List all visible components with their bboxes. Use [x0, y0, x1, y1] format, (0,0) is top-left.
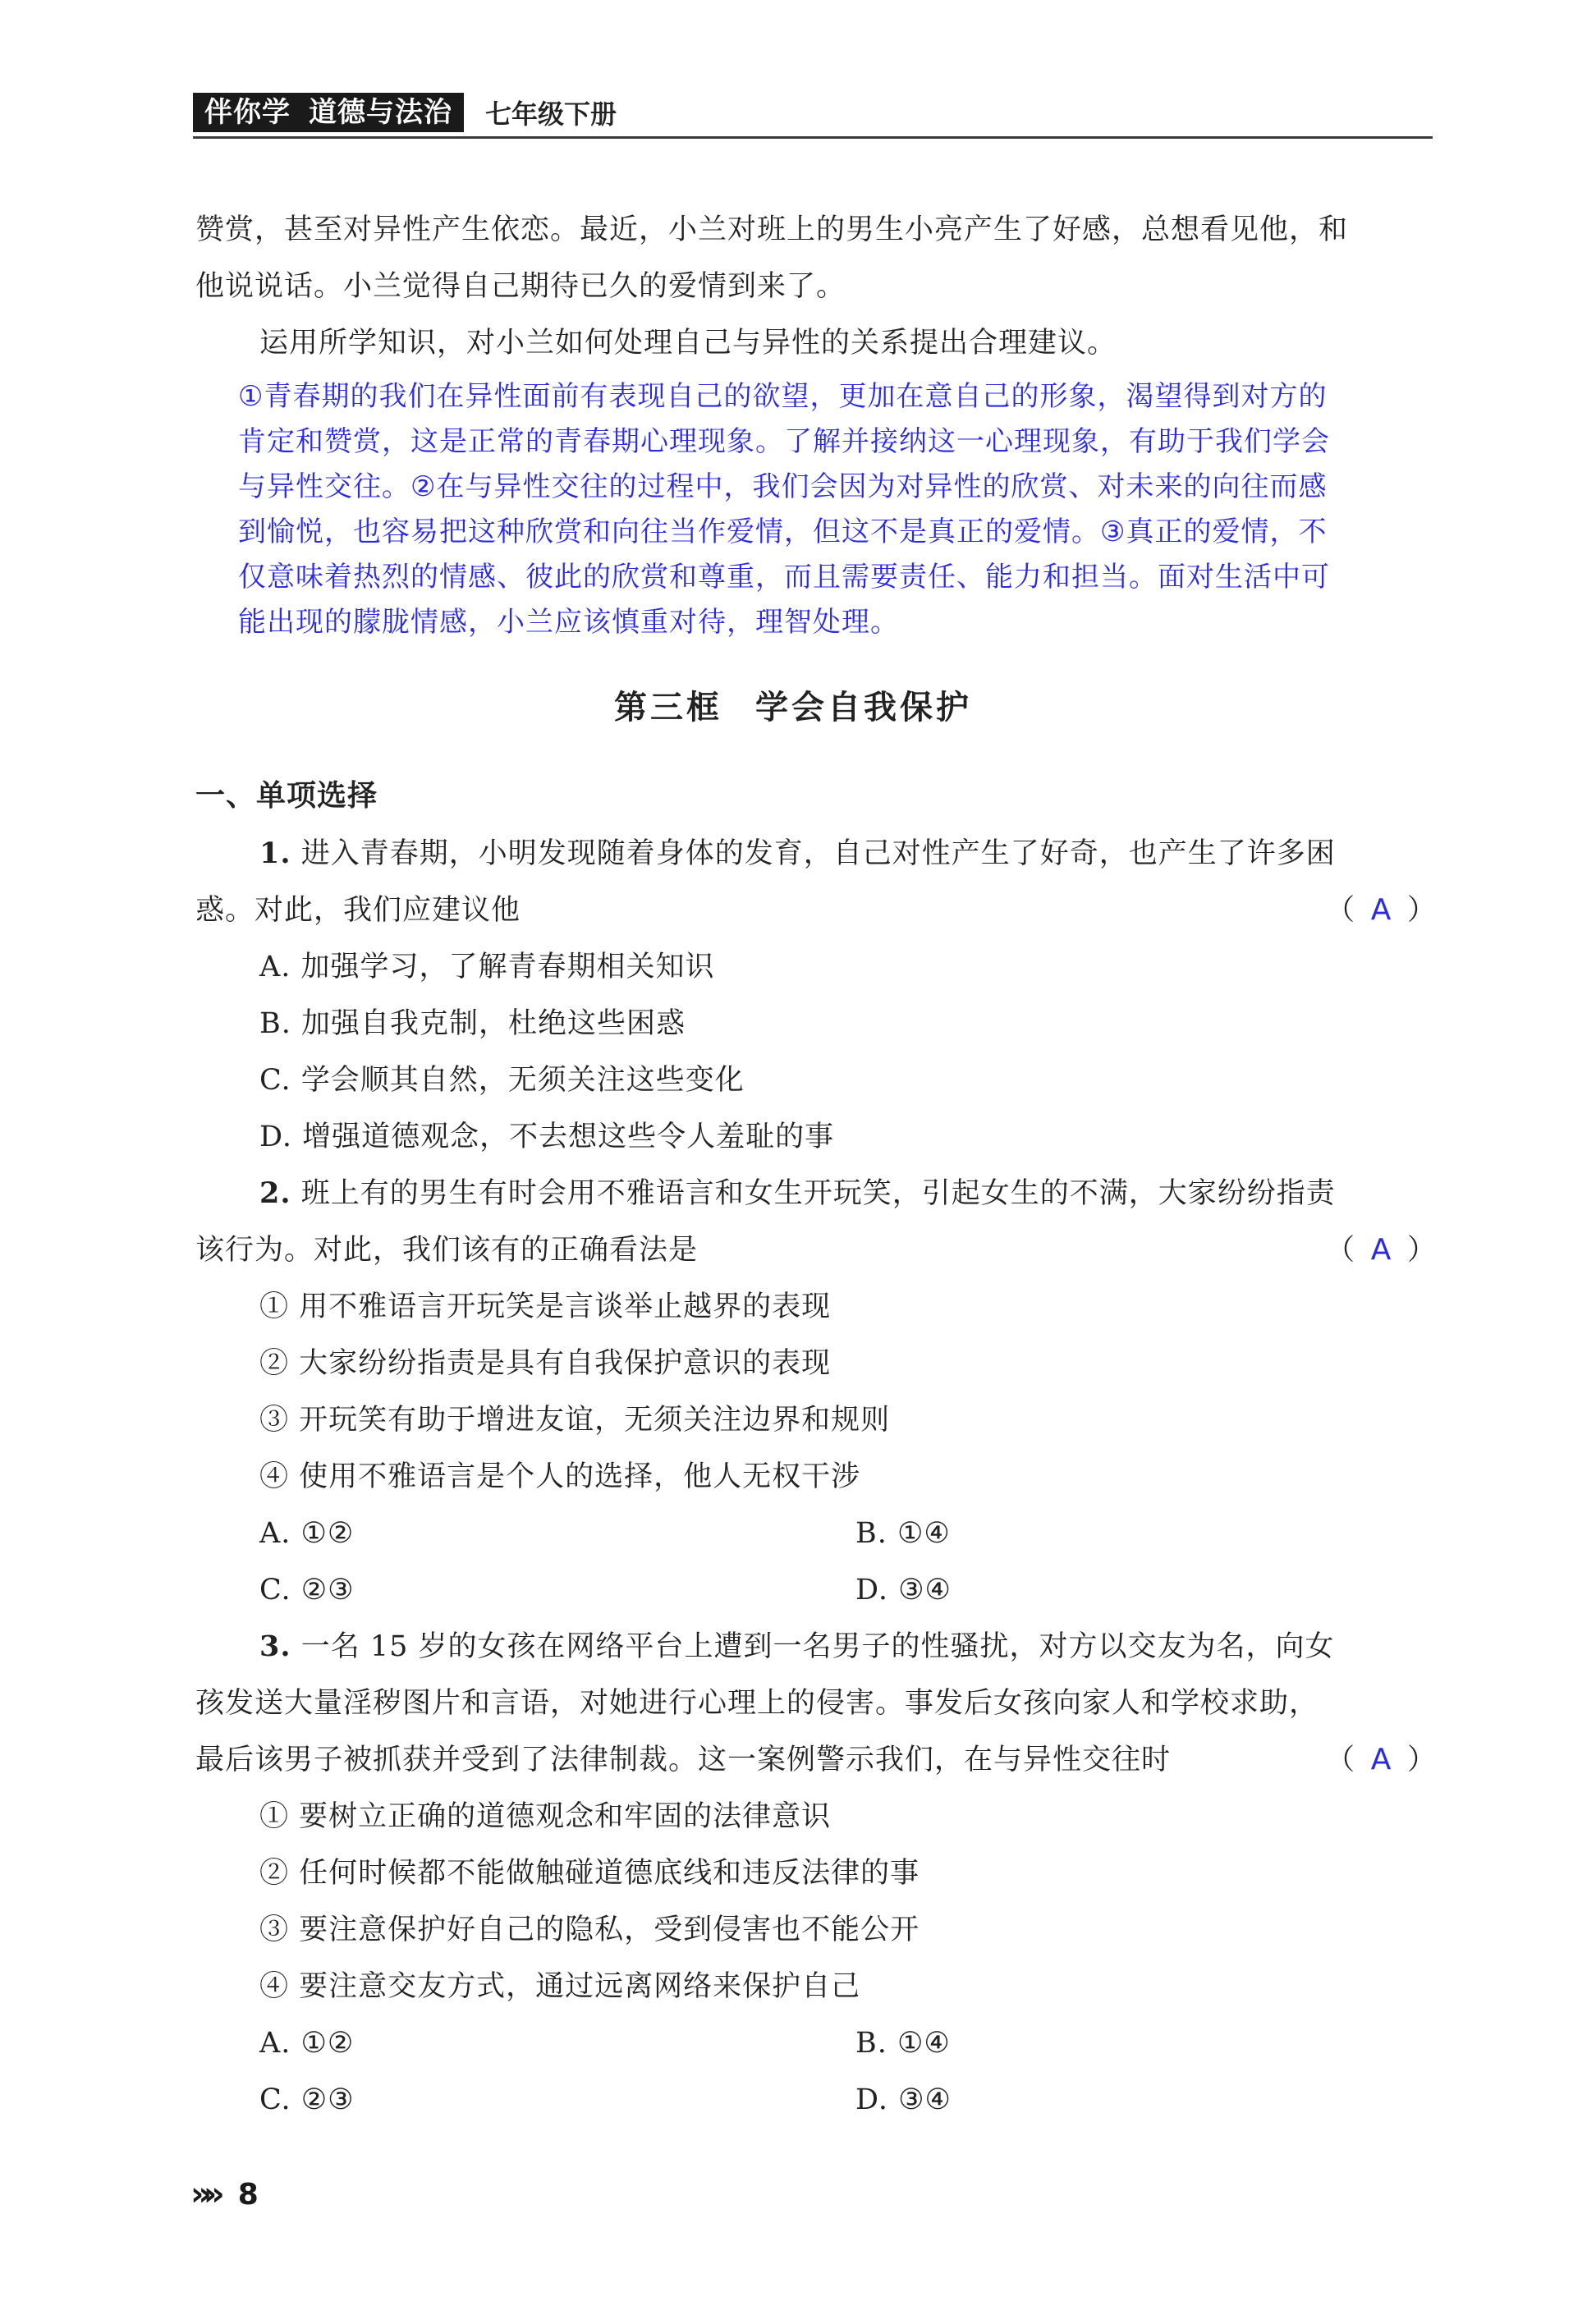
answer-line-5: 仅意味着热烈的情感、彼此的欣赏和尊重，而且需要责任、能力和担当。面对生活中可: [238, 561, 1330, 594]
q3-answer-blank: [1326, 1740, 1436, 1780]
q1-option-b: B. 加强自我克制，杜绝这些困惑: [259, 1007, 686, 1040]
q3-choice-a: A. ①②: [259, 2027, 355, 2060]
q3-number: 3.: [259, 1629, 291, 1663]
q2-statement-3: ③ 开玩笑有助于增进友谊，无须关注边界和规则: [259, 1404, 891, 1437]
q1-option-d: D. 增强道德观念，不去想这些令人羞耻的事: [259, 1121, 835, 1153]
q1-answer-blank: [1326, 891, 1436, 930]
q3-choice-d: D. ③④: [855, 2083, 952, 2116]
q3-stem-line-2: 孩发送大量淫秽图片和言语，对她进行心理上的侵害。事发后女孩向家人和学校求助，: [195, 1687, 1319, 1720]
section-title: [614, 688, 972, 727]
q2-paren-open: （: [1326, 1234, 1355, 1267]
header-divider: [193, 136, 1433, 139]
intro-line-1: 赞赏，甚至对异性产生依恋。最近，小兰对班上的男生小亮产生了好感，总想看见他，和: [195, 213, 1349, 246]
q2-choice-c: C. ②③: [259, 1574, 355, 1607]
q3-stem-text-1: 一名 15 岁的女孩在网络平台上遭到一名男子的性骚扰，对方以交友为名，向女: [300, 1630, 1335, 1663]
q2-stem-text-1: 班上有的男生有时会用不雅语言和女生开玩笑，引起女生的不满，大家纷纷指责: [300, 1177, 1336, 1210]
q2-stem-line-1: [259, 1174, 1336, 1213]
part-heading: 一、单项选择: [195, 779, 378, 813]
q2-choice-a: A. ①②: [259, 1517, 355, 1550]
answer-line-6: 能出现的朦胧情感，小兰应该慎重对待，理智处理。: [238, 606, 899, 639]
subject-name: 道德与法治: [309, 96, 452, 129]
q1-stem-line-1: [259, 834, 1336, 873]
q2-answer: A: [1370, 1233, 1392, 1267]
q2-stem-line-2: 该行为。对此，我们该有的正确看法是: [195, 1234, 699, 1267]
running-header: [193, 92, 617, 133]
q3-statement-3: ③ 要注意保护好自己的隐私，受到侵害也不能公开: [259, 1914, 920, 1946]
q1-answer: A: [1370, 893, 1392, 927]
q3-answer: A: [1370, 1743, 1392, 1776]
q1-stem-line-2: 惑。对此，我们应建议他: [195, 894, 521, 927]
q2-statement-1: ① 用不雅语言开玩笑是言谈举止越界的表现: [259, 1290, 832, 1323]
q2-statement-4: ④ 使用不雅语言是个人的选择，他人无权干涉: [259, 1460, 861, 1493]
page-number: 8: [237, 2177, 259, 2212]
q1-paren-open: （: [1326, 894, 1355, 927]
series-name: 伴你学: [204, 96, 291, 129]
q1-paren-close: ）: [1407, 894, 1437, 927]
q2-number: 2.: [259, 1176, 291, 1210]
q2-answer-blank: [1326, 1231, 1436, 1270]
section-frame: 第三框: [614, 689, 722, 727]
q2-paren-close: ）: [1407, 1234, 1437, 1267]
q2-choice-b: B. ①④: [855, 1517, 951, 1550]
q1-stem-text-1: 进入青春期，小明发现随着身体的发育，自己对性产生了好奇，也产生了许多困: [300, 837, 1336, 870]
answer-line-1: ①青春期的我们在异性面前有表现自己的欲望，更加在意自己的形象，渴望得到对方的: [238, 380, 1328, 413]
q2-choice-d: D. ③④: [855, 1574, 952, 1607]
chevron-right-icon: »»: [190, 2175, 217, 2213]
header-badge: [193, 93, 464, 132]
intro-line-2: 他说说话。小兰觉得自己期待已久的爱情到来了。: [195, 270, 846, 303]
q3-stem-line-3: 最后该男子被抓获并受到了法律制裁。这一案例警示我们，在与异性交往时: [195, 1744, 1172, 1776]
q3-statement-4: ④ 要注意交友方式，通过远离网络来保护自己: [259, 1970, 861, 2003]
q3-paren-open: （: [1326, 1744, 1355, 1776]
intro-prompt: 运用所学知识，对小兰如何处理自己与异性的关系提出合理建议。: [259, 327, 1117, 360]
q1-option-a: A. 加强学习，了解青春期相关知识: [259, 951, 715, 983]
q3-statement-1: ① 要树立正确的道德观念和牢固的法律意识: [259, 1800, 832, 1833]
q3-stem-line-1: [259, 1627, 1334, 1666]
q3-choice-c: C. ②③: [259, 2083, 355, 2116]
answer-line-3: 与异性交往。②在与异性交往的过程中，我们会因为对异性的欣赏、对未来的向往而感: [238, 470, 1328, 503]
answer-line-4: 到愉悦，也容易把这种欣赏和向往当作爱情，但这不是真正的爱情。③真正的爱情，不: [238, 516, 1328, 548]
q1-number: 1.: [259, 837, 291, 870]
section-name: 学会自我保护: [755, 689, 972, 727]
answer-line-2: 肯定和赞赏，这是正常的青春期心理现象。了解并接纳这一心理现象，有助于我们学会: [238, 425, 1330, 458]
grade-label: 七年级下册: [485, 99, 617, 130]
q1-option-c: C. 学会顺其自然，无须关注这些变化: [259, 1064, 745, 1097]
page-footer: [190, 2175, 259, 2213]
q3-paren-close: ）: [1407, 1744, 1437, 1776]
q2-statement-2: ② 大家纷纷指责是具有自我保护意识的表现: [259, 1347, 832, 1380]
q3-statement-2: ② 任何时候都不能做触碰道德底线和违反法律的事: [259, 1857, 920, 1890]
q3-choice-b: B. ①④: [855, 2027, 951, 2060]
